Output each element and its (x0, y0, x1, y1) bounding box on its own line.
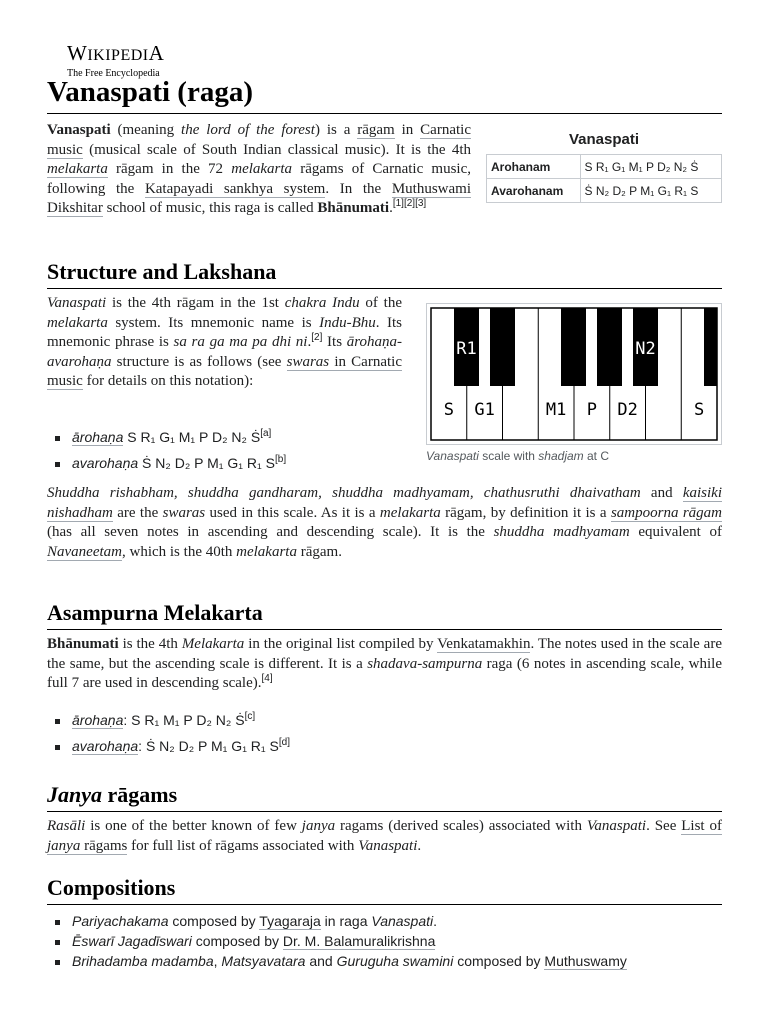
text: is one of the better known of few (85, 818, 302, 834)
note-a[interactable]: [a] (260, 428, 272, 439)
infobox-key: Arohanam (487, 155, 581, 179)
text: List of (681, 818, 722, 834)
text: avarohaṇa (72, 738, 139, 754)
text: . Its mnemonic phrase is (47, 314, 402, 350)
text: sampoorna rāgam (610, 504, 722, 521)
link-melakarta[interactable] (47, 161, 108, 178)
infobox-table (486, 154, 722, 203)
link-venkatamakhin[interactable]: Venkatamakhin (437, 636, 531, 652)
infobox-value: S R₁ G₁ M₁ P D₂ N₂ Ṡ (584, 159, 699, 174)
infobox-key: Avarohanam (487, 179, 581, 203)
text: scale with (478, 449, 539, 463)
text: system. Its mnemonic name is (107, 314, 320, 331)
text: melakarta (236, 543, 297, 560)
text: is the 4th rāgam in the 1st (106, 295, 285, 311)
text: . (433, 913, 438, 929)
text: of the (359, 295, 402, 311)
text: kaisiki nishadham (47, 485, 722, 521)
intro-subject: Vanaspati (47, 122, 111, 138)
text: rāgam in the 72 (107, 161, 232, 177)
figure-caption (426, 448, 722, 464)
keyboard-figure (426, 303, 722, 464)
infobox-row (487, 179, 722, 203)
page-title: Vanaspati (raga) (47, 73, 722, 114)
text: Guruguha swamini (336, 953, 454, 969)
text: . In the (325, 180, 392, 197)
link-tyagaraja[interactable]: Tyagaraja (259, 913, 321, 929)
text: Vanaspati (426, 449, 479, 463)
text: melakarta (47, 314, 108, 331)
citation-1[interactable]: [1] (392, 198, 404, 209)
structure-paragraph-2 (47, 484, 722, 562)
black-key-dsharp (490, 308, 515, 386)
text: Ṡ N₂ D₂ P M₁ G₁ R₁ S (138, 455, 275, 471)
text: melakarta (379, 504, 441, 521)
text: used in this scale. As it is a (205, 504, 380, 521)
list-item (47, 911, 722, 931)
text: rāgams of Carnatic music, following the (47, 161, 471, 197)
text: and (640, 485, 683, 501)
list-item (47, 453, 407, 473)
infobox-title: Vanaspati (568, 131, 640, 148)
link-carnatic-music[interactable]: Carnatic music (47, 122, 471, 158)
black-key-partial (704, 308, 717, 386)
text: at C (583, 449, 609, 463)
link-arohana-2[interactable] (72, 712, 123, 729)
link-katapayadi[interactable]: Katapayadi sankhya system (144, 180, 326, 197)
text: Vanaspati (586, 818, 647, 834)
key-label-s: S (443, 400, 455, 420)
text: ārohaṇa (72, 429, 124, 445)
text: and (305, 953, 337, 969)
link-bhanumati[interactable]: Bhānumati (317, 200, 390, 216)
text: melakarta (47, 161, 108, 177)
text: swaras (286, 353, 330, 370)
list-item (47, 710, 447, 730)
text: are the (112, 504, 163, 521)
janya-paragraph (47, 817, 722, 856)
text: , which is the 40th (121, 543, 237, 560)
text: : S R₁ M₁ P D₂ N₂ Ṡ (123, 712, 245, 728)
text: (musical scale of South Indian classical music). It is the 4th (82, 141, 471, 158)
text: Its (322, 334, 347, 350)
text: (meaning (110, 122, 182, 138)
text: Bhānumati (47, 636, 119, 652)
text: S R₁ G₁ M₁ P D₂ N₂ Ṡ (123, 429, 261, 445)
text: Pariyachakama (72, 913, 169, 929)
text: Matsyavatara (221, 953, 306, 969)
list-item (47, 427, 407, 447)
key-label-n2: N2 (635, 339, 656, 359)
text: . (389, 200, 393, 216)
text: shuddha madhyamam (493, 524, 630, 540)
text: Navaneetam (47, 543, 122, 560)
link-balamuralikrishna[interactable]: Dr. M. Balamuralikrishna (282, 933, 436, 949)
text: janya (47, 837, 81, 854)
link-avarohana-2[interactable] (72, 738, 138, 755)
text: : Ṡ N₂ D₂ P M₁ G₁ R₁ S (138, 738, 279, 754)
text: . The notes used in the scale are the same, but the ascending scale is different. It is a (47, 636, 722, 672)
key-label-s-upper: S (693, 400, 705, 420)
link-navaneetam[interactable] (47, 544, 122, 561)
text: . (307, 334, 312, 350)
text: for full list of rāgams associated with (127, 837, 359, 854)
heading-structure: Structure and Lakshana (47, 258, 722, 289)
text: structure is as follows (see (111, 353, 287, 370)
text: swaras (162, 504, 206, 521)
text: Vanaspati (47, 295, 107, 311)
text: avarohaṇa (72, 455, 139, 471)
compositions-list (47, 911, 722, 971)
text: raga (6 notes in ascending scale, while full 7 are used in descending scale). (47, 655, 722, 691)
heading-janya (47, 781, 722, 812)
text: rāgams (102, 782, 178, 807)
text: chakra Indu (284, 295, 360, 311)
text: rāgam, by definition it is a (440, 504, 611, 521)
intro-paragraph (47, 121, 471, 219)
text: Melakarta (181, 636, 245, 652)
link-muthuswami-dikshitar[interactable]: Muthuswami Dikshitar (47, 180, 472, 216)
text: , (213, 953, 222, 969)
text: rāgam. (296, 543, 342, 560)
link-sampoorna-ragam[interactable] (611, 505, 722, 522)
text: equivalent of (629, 524, 722, 540)
text: sa ra ga ma pa dhi ni (173, 334, 308, 350)
link-ragam[interactable]: rāgam (357, 122, 395, 138)
note-d[interactable]: [d] (278, 737, 290, 748)
text: Brihadamba madamba (72, 953, 214, 969)
keyboard-image[interactable] (426, 303, 722, 445)
text: ārohaṇa-avarohaṇa (47, 334, 403, 370)
text: Shuddha rishabham, shuddha gandharam, shuddha madhyamam, chathusruthi dhaivatham (47, 485, 641, 501)
key-label-g1: G1 (474, 400, 495, 420)
infobox (486, 129, 722, 203)
text: shadjam (538, 449, 584, 463)
infobox-row (487, 155, 722, 179)
black-key-gsharp (597, 308, 622, 386)
text: Vanaspati (371, 913, 434, 929)
text: school of music, this raga is called (102, 200, 318, 216)
text: Indu-Bhu (319, 314, 376, 331)
heading-compositions: Compositions (47, 874, 722, 905)
list-item (47, 951, 722, 971)
logo-tagline: The Free Encyclopedia (67, 68, 160, 79)
heading-asampurna: Asampurna Melakarta (47, 599, 722, 630)
black-key-fsharp (561, 308, 586, 386)
list-item (47, 931, 722, 951)
text: melakarta (231, 161, 293, 177)
list-item (47, 736, 447, 756)
key-label-r1: R1 (456, 339, 477, 359)
asampurna-paragraph (47, 635, 722, 694)
text: ārohaṇa (72, 712, 124, 728)
text: in the original list compiled by (244, 636, 438, 652)
text: is the 4th (118, 636, 182, 652)
note-c[interactable]: [c] (244, 711, 256, 722)
text: composed by (453, 953, 545, 969)
text: ) is a (314, 122, 358, 138)
key-label-d2: D2 (617, 400, 638, 420)
text: composed by (168, 913, 260, 929)
asampurna-scale-list (47, 710, 447, 756)
text: composed by (191, 933, 283, 949)
key-label-p: P (586, 400, 598, 420)
structure-scale-list (47, 427, 407, 473)
text: shadava-sampurna (367, 655, 483, 672)
text: Janya (47, 782, 102, 807)
logo-wordmark: WIKIPEDIA (67, 41, 165, 65)
text: Rasāli (47, 818, 86, 834)
citation-2[interactable]: [2] (403, 198, 416, 209)
text: the lord of the forest (181, 122, 315, 138)
text: in raga (320, 913, 372, 929)
infobox-value: Ṡ N₂ D₂ P M₁ G₁ R₁ S (580, 179, 722, 203)
link-arohana[interactable] (72, 429, 123, 446)
text: in Carnatic music (47, 353, 402, 389)
text: . See (646, 818, 682, 834)
citation-3[interactable]: [3] (415, 198, 427, 209)
text: Vanaspati (358, 837, 418, 854)
text: janya (301, 818, 336, 834)
text: for details on this notation): (82, 373, 254, 389)
text: in (394, 122, 421, 138)
text: (has all seven notes in ascending and descending scale). It is the (47, 524, 494, 540)
text: ragams (derived scales) associated with (335, 818, 587, 834)
text: rāgams (80, 837, 128, 854)
structure-paragraph (47, 294, 402, 392)
text: Ēswarī Jagadīswari (72, 933, 192, 949)
citation-4[interactable]: [4] (261, 673, 273, 684)
note-b[interactable]: [b] (274, 454, 287, 465)
link-muthuswamy[interactable]: Muthuswamy (544, 953, 627, 969)
key-label-m1: M1 (545, 400, 567, 420)
text: . (417, 837, 422, 854)
citation-2b[interactable]: [2] (311, 332, 323, 343)
